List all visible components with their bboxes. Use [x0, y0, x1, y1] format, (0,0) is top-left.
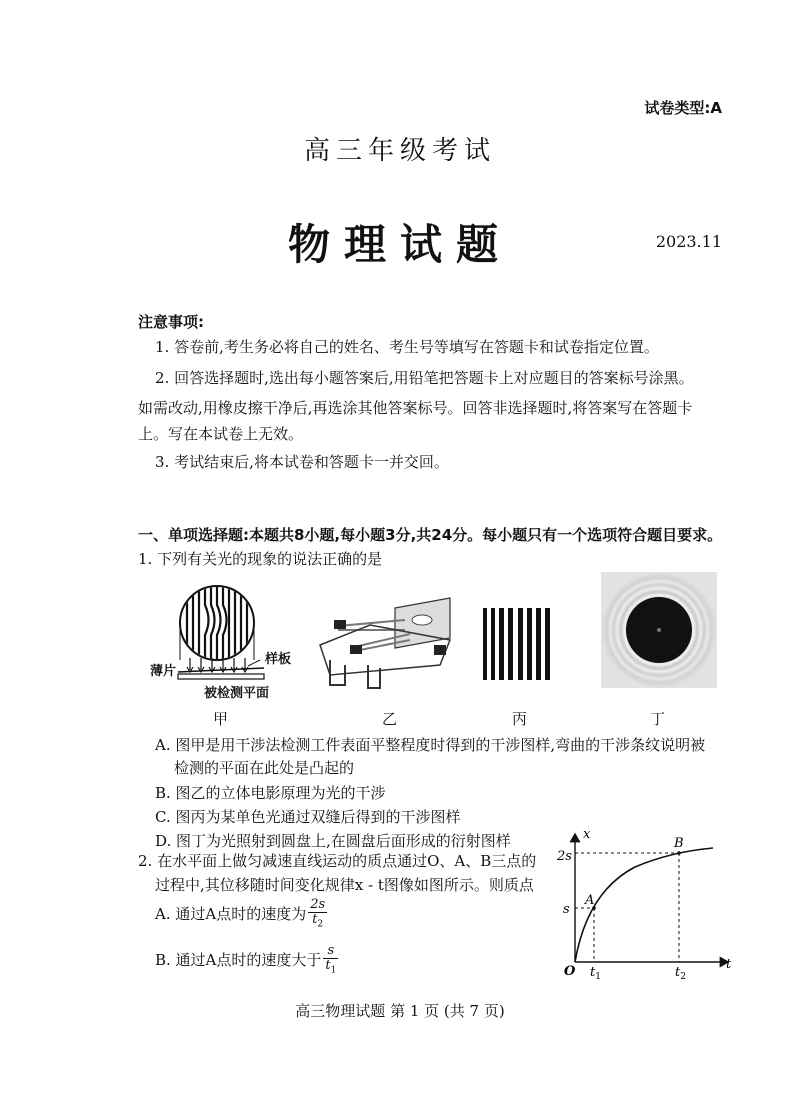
section-title: 一、单项选择题:本题共8小题,每小题3分,共24分。每小题只有一个选项符合题目要求。: [138, 526, 723, 544]
exam-date: 2023.11: [655, 232, 722, 251]
origin-label: O: [564, 964, 576, 979]
bright-center-spot: [657, 628, 661, 632]
fraction-s-over-t1: [323, 944, 338, 978]
frame-leg-mid: [368, 665, 380, 688]
fig-label-ding: 丁: [650, 710, 666, 728]
two-s-label: 2s: [557, 849, 572, 864]
figure-yi: [310, 590, 470, 700]
notice-title: 注意事项:: [138, 313, 204, 331]
q2-option-a-text: A. 通过A点时的速度为: [155, 904, 307, 923]
fraction-denominator: [308, 913, 327, 932]
den-sub: 2: [317, 919, 324, 930]
notice-item-2-line2: 如需改动,用橡皮擦干净后,再选涂其他答案标号。回答非选择题时,将答案写在答题卡: [138, 399, 693, 417]
figure-bing: [481, 608, 553, 680]
figure-ding: [601, 572, 717, 688]
fraction-denominator: [323, 959, 338, 978]
q2-option-a: [155, 898, 327, 932]
frame-leg-left: [330, 660, 345, 685]
q1-option-a-line1: A. 图甲是用干涉法检测工件表面平整程度时得到的干涉图样,弯曲的干涉条纹说明被: [155, 736, 706, 754]
den-sub: 1: [330, 965, 337, 976]
t1-base: t: [590, 965, 596, 980]
t2-label: [675, 965, 686, 982]
notice-item-2-line3: 上。写在本试卷上无效。: [138, 425, 304, 443]
page-footer: 高三物理试题 第 1 页 (共 7 页): [295, 1002, 505, 1020]
screen-image: [412, 615, 432, 625]
notice-item-1: 1. 答卷前,考生务必将自己的姓名、考生号等填写在答题卡和试卷指定位置。: [155, 338, 659, 356]
q2-option-b: [155, 944, 338, 978]
q2-stem-line2: 过程中,其位移随时间变化规律x - t图像如图所示。则质点: [155, 876, 534, 894]
label-yangban: 样板: [265, 652, 292, 667]
fig-label-yi: 乙: [382, 710, 398, 728]
viewer-glasses: [434, 645, 446, 655]
q1-option-d: D. 图丁为光照射到圆盘上,在圆盘后面形成的衍射图样: [155, 832, 511, 850]
point-b-label: B: [674, 836, 684, 851]
xt-graph: [545, 822, 745, 982]
plate-pointer: [248, 660, 260, 666]
projector-lens-1: [334, 620, 346, 629]
projector-lens-2: [350, 645, 362, 654]
grade-title: 高三年级考试: [303, 136, 496, 166]
notice-item-2-line1: 2. 回答选择题时,选出每小题答案后,用铅笔把答题卡上对应题目的答案标号涂黑。: [155, 369, 694, 387]
den-t: t: [312, 912, 318, 927]
label-bopian: 薄片: [150, 664, 177, 679]
fig-label-bing: 丙: [512, 710, 528, 728]
page-title: 物理试题: [287, 220, 512, 269]
q2-stem-line1: 2. 在水平面上做匀减速直线运动的质点通过O、A、B三点的: [138, 852, 537, 870]
label-tested-plane: 被检测平面: [204, 686, 270, 701]
point-a-label: A: [585, 893, 595, 908]
t1-sub: 1: [595, 972, 601, 982]
q1-stem: 1. 下列有关光的现象的说法正确的是: [138, 550, 383, 568]
q1-option-b: B. 图乙的立体电影原理为光的干涉: [155, 784, 386, 802]
paper-type: 试卷类型:A: [644, 99, 722, 117]
q2-option-b-text: B. 通过A点时的速度大于: [155, 950, 322, 969]
fraction-numerator: 2s: [310, 897, 326, 912]
x-axis-label: x: [583, 827, 591, 842]
t2-sub: 2: [680, 972, 686, 982]
notice-item-3: 3. 考试结束后,将本试卷和答题卡一并交回。: [155, 453, 449, 471]
t-axis-label: t: [726, 957, 732, 972]
t2-base: t: [675, 965, 681, 980]
xt-curve: [575, 848, 713, 962]
fig-label-jia: 甲: [213, 710, 229, 728]
s-label: s: [563, 902, 570, 917]
q1-option-a-line2: 检测的平面在此处是凸起的: [174, 759, 355, 777]
q1-option-c: C. 图丙为某单色光通过双缝后得到的干涉图样: [155, 808, 461, 826]
tested-plane: [178, 674, 264, 679]
fraction-numerator: s: [323, 944, 338, 959]
t1-label: [590, 965, 601, 982]
fraction-2s-over-t2: [308, 898, 327, 932]
point-b-dot: [677, 851, 681, 855]
den-t: t: [325, 958, 331, 973]
